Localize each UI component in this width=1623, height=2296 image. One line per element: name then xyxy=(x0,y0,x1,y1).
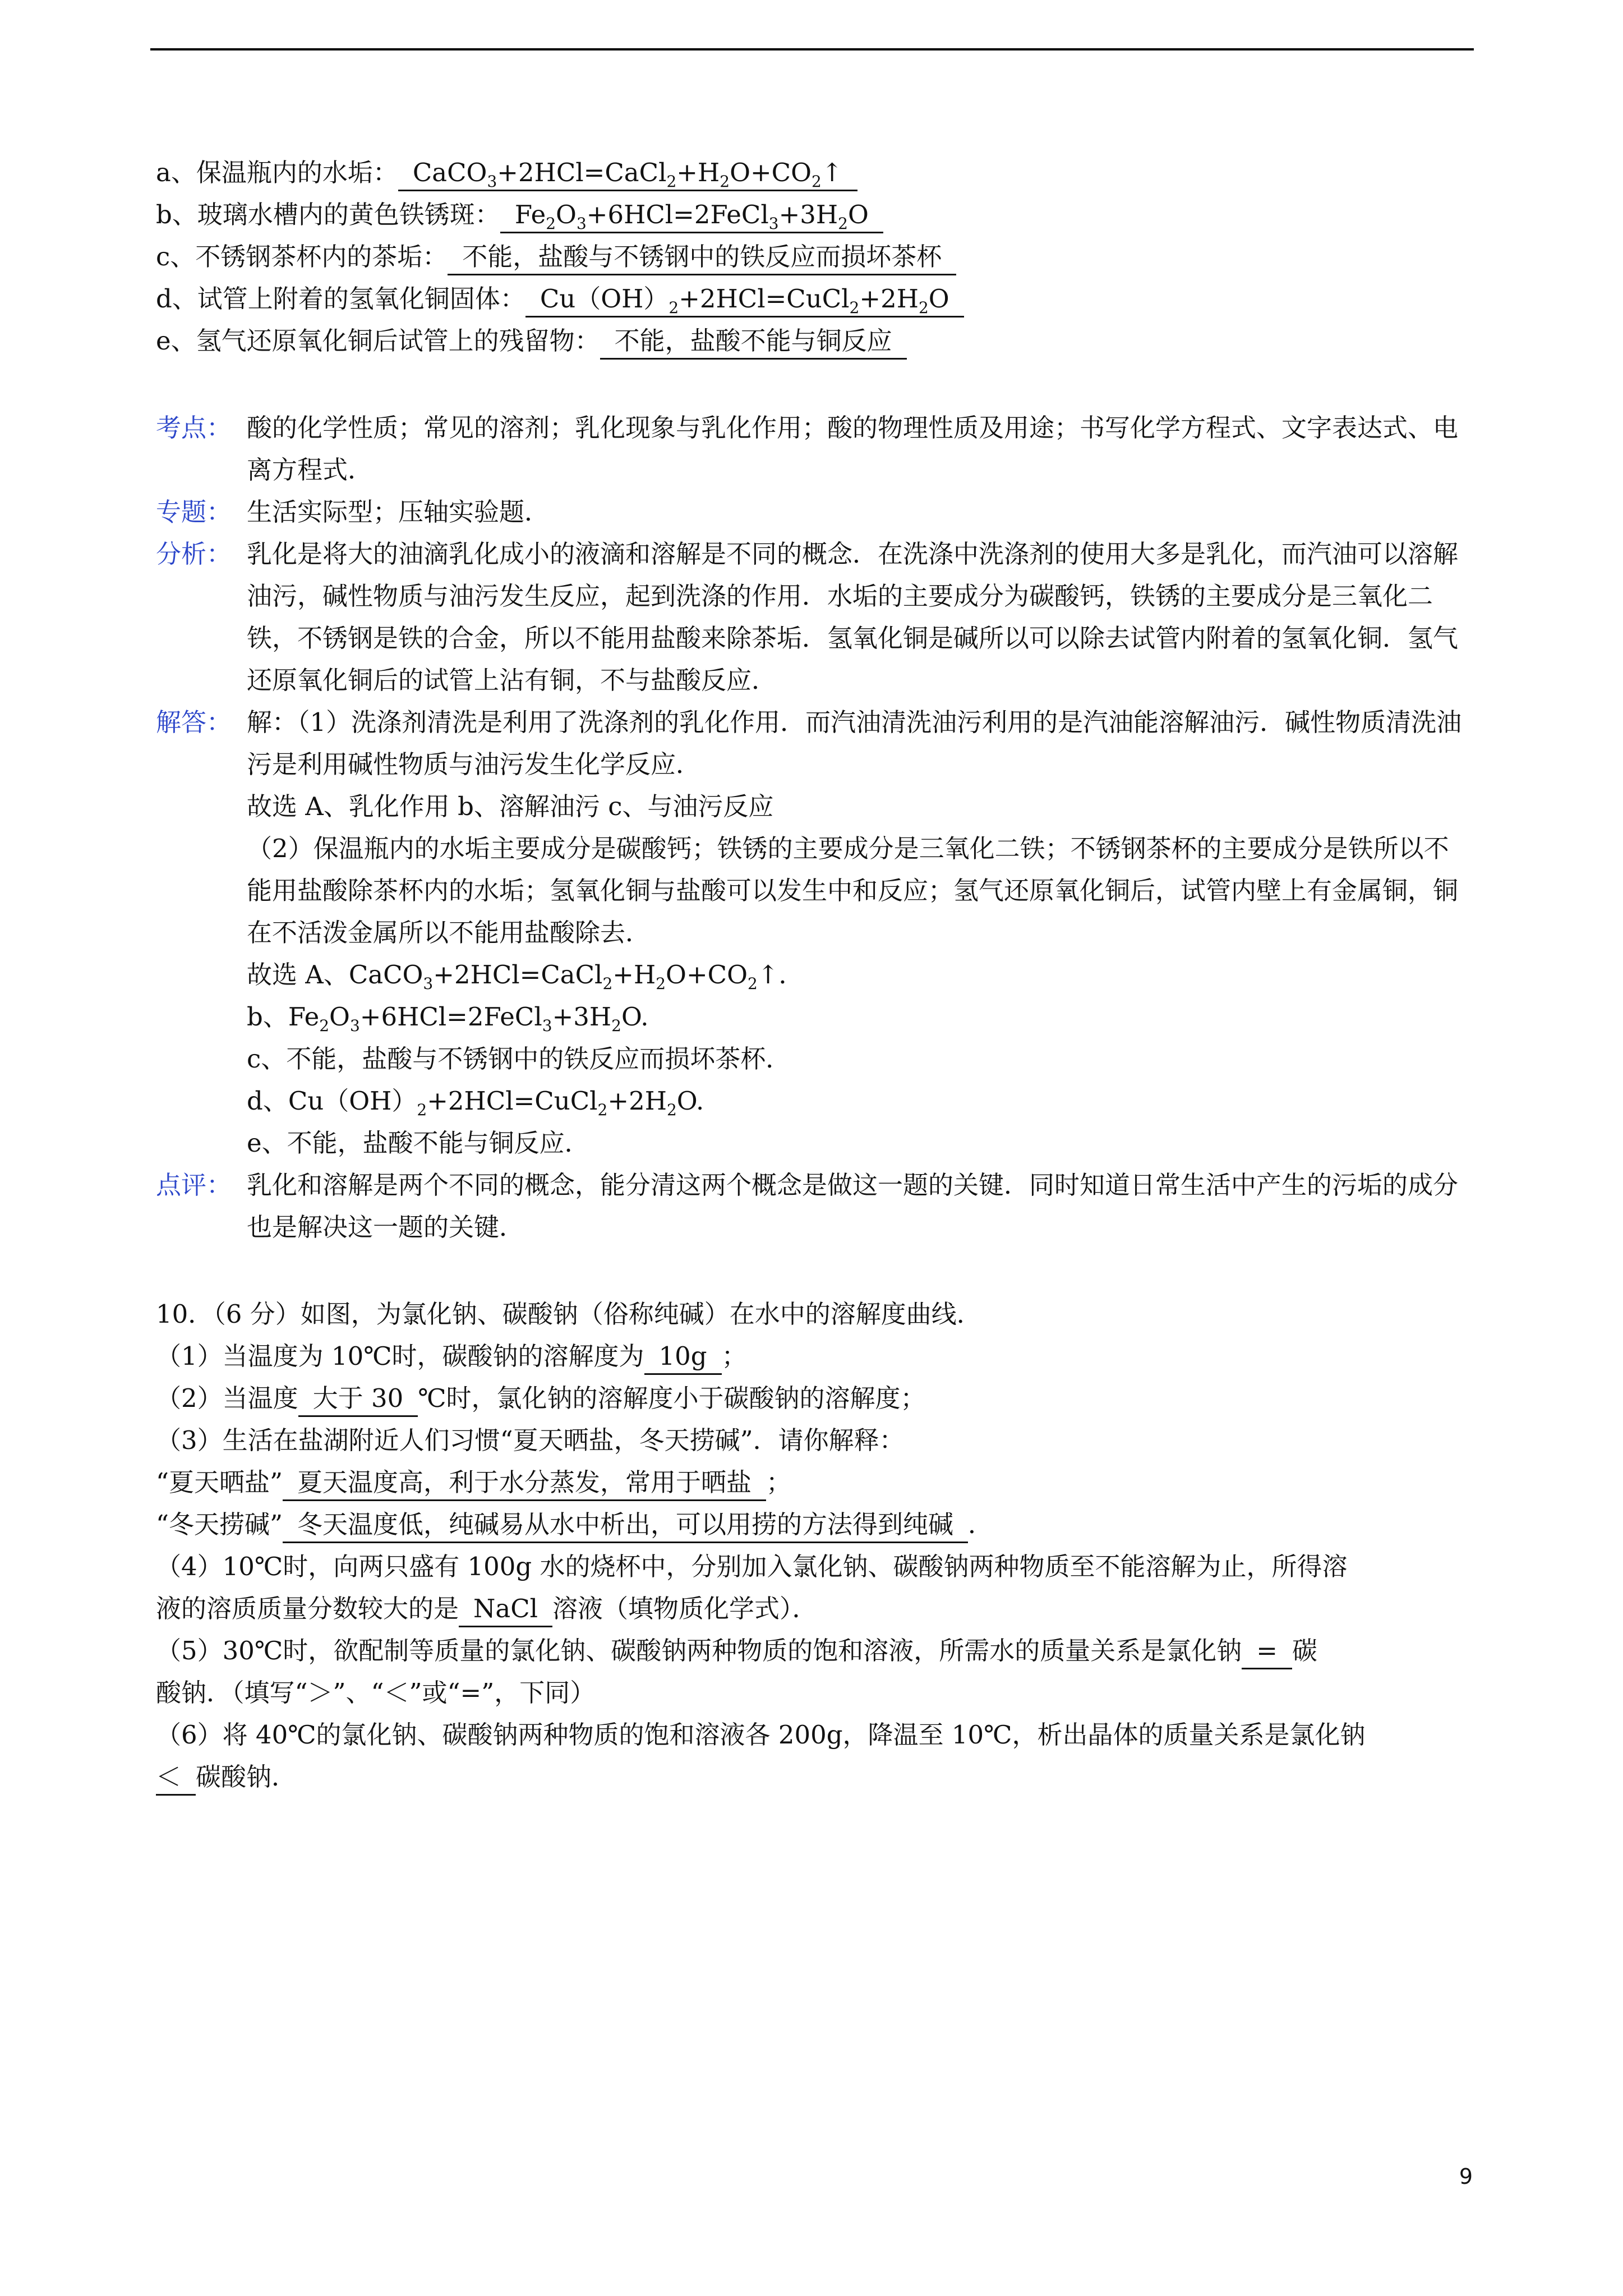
q10-sub3: （3）生活在盐湖附近人们习惯“夏天晒盐，冬天捞碱”．请你解释： xyxy=(156,1425,905,1455)
q10-sub5-line1: （5）30℃时，欲配制等质量的氯化钠、碳酸钠两种物质的饱和溶液，所需水的质量关系是氯化钠 = 碳 xyxy=(156,1630,1474,1672)
q10-blank-6: ＜ xyxy=(156,1761,196,1796)
kaodian-section xyxy=(156,407,1474,491)
answer-c-blank: 不能，盐酸与不锈钢中的铁反应而损坏茶杯 xyxy=(448,241,956,275)
dianping-section xyxy=(156,1164,1474,1248)
q10-sub5-line2: 酸钠．（填写“＞”、“＜”或“=”，下同） xyxy=(156,1678,596,1708)
fenxi-text: 乳化是将大的油滴乳化成小的液滴和溶解是不同的概念．在洗涤中洗涤剂的使用大多是乳化，而汽油可以溶解油污，碱性物质与油污发生反应，起到洗涤的作用．水垢的主要成分为碳酸钙，铁锈的主要成分是三氧化二铁，不锈钢是铁的合金，所以不能用盐酸来除茶垢．氢氧化铜是碱所以可以除去试管内附着的氢氧化铜．氢气还原氧化铜后的试管上沾有铜，不与盐酸反应． xyxy=(247,539,1459,695)
q10-sub4-line2: 液的溶质质量分数较大的是 NaCl 溶液（填物质化学式）． xyxy=(156,1588,1474,1630)
q10-sub4-line1: （4）10℃时，向两只盛有 100g 水的烧杯中，分别加入氯化钠、碳酸钠两种物质至不能溶解为止，所得溶 xyxy=(156,1552,1348,1581)
q10-blank-5: = xyxy=(1242,1635,1292,1669)
page-number: 9 xyxy=(1459,2164,1473,2189)
q10-title: 10．（6 分）如图，为氯化钠、碳酸钠（俗称纯碱）在水中的溶解度曲线． xyxy=(156,1299,982,1329)
q10-blank-2: 大于 30 xyxy=(298,1383,418,1417)
zhuanti-label: 专题： xyxy=(156,497,232,527)
zhuanti-section xyxy=(156,491,1474,533)
answer-b-blank: $Fe_2O_3+6HCl=2FeCl_3+3H_2O$ xyxy=(500,199,883,233)
zhuanti-text: 生活实际型；压轴实验题． xyxy=(247,497,550,527)
jieda-section xyxy=(156,701,1474,1164)
q10-sub3b: “冬天捞碱” 冬天温度低，纯碱易从水中析出，可以用捞的方法得到纯碱 ． xyxy=(156,1503,1474,1545)
jieda-p3: （2）保温瓶内的水垢主要成分是碳酸钙；铁锈的主要成分是三氧化二铁；不锈钢茶杯的主要成分是铁所以不能用盐酸除茶杯内的水垢；氢氧化铜与盐酸可以发生中和反应；氢气还原氧化铜后，试管内壁上有金属铜，铜在不活泼金属所以不能用盐酸除去． xyxy=(247,834,1459,947)
q10-sub6-line2: ＜ 碳酸钠． xyxy=(156,1756,1474,1798)
q10-blank-3b: 冬天温度低，纯碱易从水中析出，可以用捞的方法得到纯碱 xyxy=(283,1509,968,1543)
q10-blank-4: NaCl xyxy=(459,1593,552,1627)
answer-a: a、保温瓶内的水垢： $CaCO_3+2HCl=CaCl_2+H_2O+CO_2↑$ xyxy=(156,151,1474,194)
answer-e: e、氢气还原氧化铜后试管上的残留物： 不能，盐酸不能与铜反应 xyxy=(156,320,1474,362)
q10-blank-1: 10g xyxy=(644,1341,722,1375)
jieda-p1: 解：（1）洗涤剂清洗是利用了洗涤剂的乳化作用．而汽油清洗油污利用的是汽油能溶解油污．碱性物质清洗油污是利用碱性物质与油污发生化学反应． xyxy=(247,707,1462,779)
dianping-label: 点评： xyxy=(156,1170,232,1200)
q10-sub3a: “夏天晒盐” 夏天温度高，利于水分蒸发，常用于晒盐 ； xyxy=(156,1461,1474,1503)
dianping-text: 乳化和溶解是两个不同的概念，能分清这两个概念是做这一题的关键．同时知道日常生活中产生的污垢的成分也是解决这一题的关键． xyxy=(247,1170,1459,1242)
jieda-label: 解答： xyxy=(156,707,232,737)
jieda-a: 故选 A、$CaCO_3+2HCl=CaCl_2+H_2O+CO_2↑$． xyxy=(247,960,804,993)
q10-sub6-line1: （6）将 40℃的氯化钠、碳酸钠两种物质的饱和溶液各 200g，降温至 10℃，析出晶体的质量关系是氯化钠 xyxy=(156,1720,1366,1750)
jieda-b: b、$Fe_2O_3+6HCl=2FeCl_3+3H_2O$. xyxy=(247,1002,649,1035)
answer-e-blank: 不能，盐酸不能与铜反应 xyxy=(600,325,907,360)
header-rule xyxy=(150,48,1474,50)
q10-blank-3a: 夏天温度高，利于水分蒸发，常用于晒盐 xyxy=(283,1467,766,1501)
answer-d: d、试管上附着的氢氧化铜固体： $Cu(OH)_2+2HCl=CuCl_2+2H_2O$ xyxy=(156,278,1474,320)
fenxi-section xyxy=(156,533,1474,701)
answer-c: c、不锈钢茶杯内的茶垢： 不能，盐酸与不锈钢中的铁反应而损坏茶杯 xyxy=(156,236,1474,278)
jieda-c: c、不能，盐酸与不锈钢中的铁反应而损坏茶杯． xyxy=(247,1044,791,1074)
kaodian-label: 考点： xyxy=(156,413,232,443)
kaodian-text: 酸的化学性质；常见的溶剂；乳化现象与乳化作用；酸的物理性质及用途；书写化学方程式、文字表达式、电离方程式． xyxy=(247,413,1459,485)
jieda-p2: 故选 A、乳化作用 b、溶解油污 c、与油污反应 xyxy=(247,792,774,821)
q10-sub2: （2）当温度 大于 30 ℃时，氯化钠的溶解度小于碳酸钠的溶解度； xyxy=(156,1377,1474,1419)
q10-sub1: （1）当温度为 10℃时，碳酸钠的溶解度为 10g ； xyxy=(156,1335,1474,1377)
answer-a-blank: $CaCO_3+2HCl=CaCl_2+H_2O+CO_2↑$ xyxy=(398,157,857,191)
jieda-d: d、$Cu(OH)_2+2HCl=CuCl_2+2H_2O$. xyxy=(247,1086,704,1119)
jieda-e: e、不能，盐酸不能与铜反应． xyxy=(247,1128,590,1158)
answer-b: b、玻璃水槽内的黄色铁锈斑： $Fe_2O_3+6HCl=2FeCl_3+3H_2O$ xyxy=(156,194,1474,236)
answer-d-blank: $Cu(OH)_2+2HCl=CuCl_2+2H_2O$ xyxy=(525,283,964,318)
document-page xyxy=(156,151,1474,1798)
fenxi-label: 分析： xyxy=(156,539,232,569)
